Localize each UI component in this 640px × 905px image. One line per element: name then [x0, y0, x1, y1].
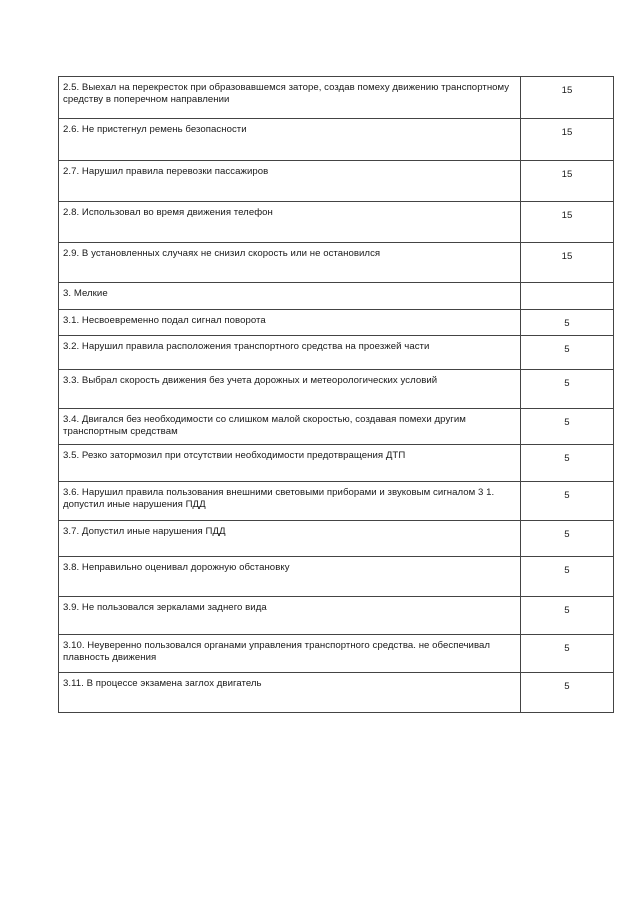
table-row	[59, 161, 614, 202]
penalty-points: 5	[521, 482, 614, 521]
penalty-points: 15	[521, 243, 614, 283]
table-row	[59, 77, 614, 119]
violation-description: 3.10. Неуверенно пользовался органами управления транспортного средства. не обеспечивал плавность движения	[59, 635, 521, 673]
table-row	[59, 557, 614, 597]
table-row	[59, 445, 614, 482]
penalty-points: 5	[521, 521, 614, 557]
violation-description: 2.5. Выехал на перекресток при образовавшемся заторе, создав помеху движению транспортному средству в поперечном направлении	[59, 77, 521, 119]
penalty-points: 5	[521, 597, 614, 635]
violation-description: 3.3. Выбрал скорость движения без учета дорожных и метеорологических условий	[59, 370, 521, 409]
table-row	[59, 370, 614, 409]
penalty-points: 15	[521, 161, 614, 202]
violation-description: 2.6. Не пристегнул ремень безопасности	[59, 119, 521, 161]
table-row	[59, 482, 614, 521]
violation-description: 3.2. Нарушил правила расположения транспортного средства на проезжей части	[59, 336, 521, 370]
violation-description: 3.9. Не пользовался зеркалами заднего вида	[59, 597, 521, 635]
table-row	[59, 635, 614, 673]
violation-description: 2.7. Нарушил правила перевозки пассажиров	[59, 161, 521, 202]
penalty-points: 5	[521, 557, 614, 597]
violation-description: 3.7. Допустил иные нарушения ПДД	[59, 521, 521, 557]
table-row	[59, 310, 614, 336]
violation-description: 3.4. Двигался без необходимости со слишком малой скоростью, создавая помехи другим транспортным средствам	[59, 409, 521, 445]
table-row	[59, 202, 614, 243]
penalty-points: 5	[521, 310, 614, 336]
table-row	[59, 336, 614, 370]
penalty-points: 15	[521, 77, 614, 119]
penalty-points: 5	[521, 370, 614, 409]
penalty-points: 5	[521, 336, 614, 370]
table-row	[59, 597, 614, 635]
table-row	[59, 243, 614, 283]
violation-description: 3.11. В процессе экзамена заглох двигатель	[59, 673, 521, 713]
section-header-row	[59, 283, 614, 310]
violation-description: 3.8. Неправильно оценивал дорожную обстановку	[59, 557, 521, 597]
penalty-points: 5	[521, 635, 614, 673]
section-title: 3. Мелкие	[59, 283, 521, 310]
penalty-points: 5	[521, 409, 614, 445]
violation-description: 3.1. Несвоевременно подал сигнал поворота	[59, 310, 521, 336]
penalty-table	[58, 76, 614, 713]
penalty-points: 15	[521, 202, 614, 243]
table-row	[59, 409, 614, 445]
table-row	[59, 673, 614, 713]
violation-description: 3.6. Нарушил правила пользования внешними световыми приборами и звуковым сигналом 3 1. допустил иные нарушения ПДД	[59, 482, 521, 521]
penalty-points	[521, 283, 614, 310]
penalty-points: 5	[521, 673, 614, 713]
violation-description: 2.8. Использовал во время движения телефон	[59, 202, 521, 243]
table-row	[59, 521, 614, 557]
violation-description: 2.9. В установленных случаях не снизил скорость или не остановился	[59, 243, 521, 283]
violation-description: 3.5. Резко затормозил при отсутствии необходимости предотвращения ДТП	[59, 445, 521, 482]
table-row	[59, 119, 614, 161]
penalty-points: 15	[521, 119, 614, 161]
penalty-points: 5	[521, 445, 614, 482]
